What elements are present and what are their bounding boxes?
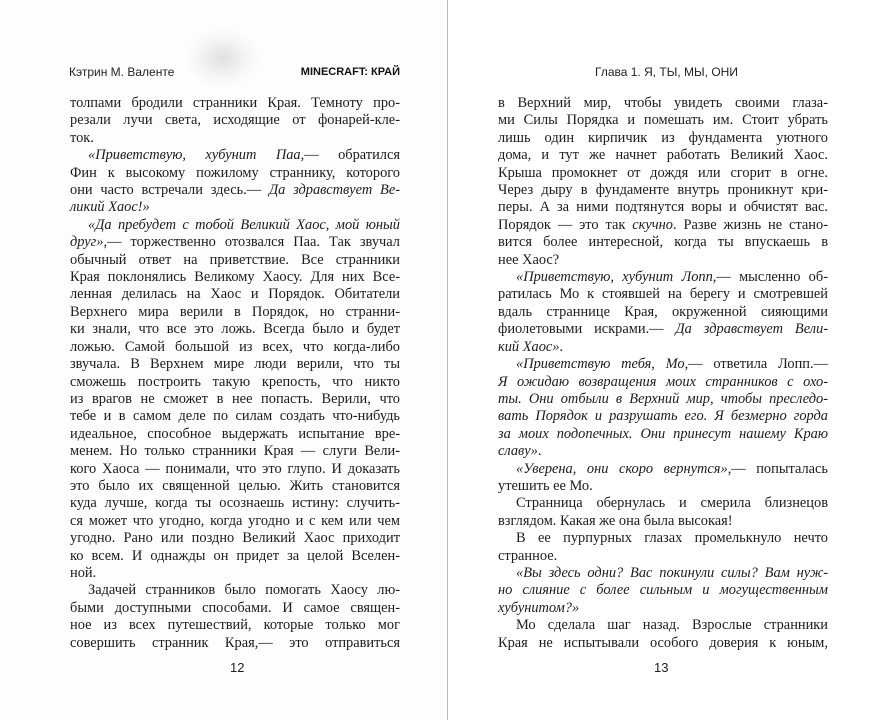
text-line [498, 548, 828, 565]
text-line [498, 391, 828, 408]
text-segment: В ее пурпурных глазах промелькнуло нечто [516, 530, 828, 547]
italic-text-segment: «Да пребудет с тобой Великий Хаос, мой юный [88, 216, 400, 233]
text-line [498, 199, 828, 216]
text-line [498, 426, 828, 443]
text-segment: ,— попыталась [727, 460, 828, 477]
text-segment: перы. А за ними подтянутся воры и обчистят вас. [498, 199, 828, 216]
text-segment: совершить странник Края,— это отправиться [70, 634, 400, 651]
text-segment: угодно. Рано или поздно Великий Хаос приходит [70, 530, 400, 547]
text-segment: взглядом. Какая же она была высокая! [498, 512, 733, 529]
text-segment: . [537, 443, 542, 460]
text-line [70, 548, 400, 565]
text-segment: Крыша промокнет от дождя или сгорит в огне. [498, 164, 828, 181]
text-segment: куда лучше, когда ты осознаешь истину: случить- [70, 495, 400, 512]
text-segment: вится более интересной, когда ты впускаешь в [498, 234, 828, 251]
text-segment: идеальное, способное выдержать испытание вре- [70, 425, 400, 442]
text-segment: — обратился [304, 147, 400, 164]
running-head-author: Кэтрин М. Валенте [69, 65, 175, 79]
text-segment: в Верхний мир, чтобы увидеть своими глаза- [498, 95, 828, 111]
text-line [70, 339, 400, 356]
text-line [70, 252, 400, 269]
text-line [70, 513, 400, 530]
text-segment: вдаль страннице Края, окруженной сияющими [498, 303, 828, 320]
text-line [70, 426, 400, 443]
right-page-body-text [498, 95, 828, 652]
text-segment: ки знали, что все это ложь. Всегда было и будет [70, 321, 400, 338]
italic-text-segment: кий Хаос» [498, 338, 560, 355]
text-line [70, 112, 400, 129]
text-segment: Порядок — это так [498, 216, 633, 233]
text-line [70, 582, 400, 599]
text-segment: менем. Но только странники Края — слуги Вели- [70, 443, 400, 460]
italic-text-segment: Да здравствует Ве- [268, 182, 400, 199]
text-line [70, 130, 400, 147]
text-line [498, 286, 828, 303]
text-segment: ное из всех путешествий, которые только мог [70, 617, 400, 634]
text-segment: Мо сделала шаг назад. Взрослые странники [516, 617, 828, 634]
text-segment: лишь один кирпичик из фундамента уютного [498, 129, 828, 146]
text-line [498, 600, 828, 617]
text-line [70, 617, 400, 634]
italic-text-segment: вать Порядок и разрушать его. Я безмерно горда [498, 408, 828, 425]
text-line [70, 391, 400, 408]
text-segment: ток. [70, 129, 94, 146]
text-line [498, 112, 828, 129]
text-line [70, 356, 400, 373]
text-line [70, 217, 400, 234]
text-segment: . Разве жизнь не стано- [672, 216, 828, 233]
text-line [70, 165, 400, 182]
text-line [70, 495, 400, 512]
text-line [70, 304, 400, 321]
text-segment: нее Хаос? [498, 251, 560, 268]
text-segment: из врагов не сможет в нее попасть. Верили, что [70, 390, 400, 407]
text-line [498, 617, 828, 634]
text-line [70, 461, 400, 478]
italic-text-segment: хубунитом?» [498, 599, 580, 616]
text-segment: ленная делилась на Хаос и Порядок. Обитатели [70, 286, 400, 303]
text-line [498, 304, 828, 321]
text-segment: ложью. Самой большой из всех, что когда-либо [70, 338, 400, 355]
page-number-left: 12 [230, 660, 245, 675]
text-line [498, 182, 828, 199]
text-segment: звучала. В Верхнем мире люди верили, что ты [70, 356, 400, 373]
text-line [498, 95, 828, 112]
text-segment: Странница обернулась и смерила близнецов [516, 495, 828, 512]
italic-text-segment: ликий Хаос!» [70, 199, 150, 216]
text-segment: это было их священной целью. Жить становится [70, 477, 400, 494]
text-segment: Края не испытывали особого доверия к юным, [498, 634, 828, 651]
text-line [498, 252, 828, 269]
italic-text-segment: «Вы здесь одни? Вас покинули силы? Вам нуж- [516, 564, 828, 581]
page-number-right: 13 [654, 660, 669, 675]
text-segment: толпами бродили странники Края. Темноту про- [70, 95, 400, 111]
text-line [70, 199, 400, 216]
text-line [70, 269, 400, 286]
text-line [70, 95, 400, 112]
italic-text-segment: за моих подопечных. Они принесут нашему Краю [498, 425, 828, 442]
text-line [498, 530, 828, 547]
text-line [498, 495, 828, 512]
text-line [70, 147, 400, 164]
text-line [498, 565, 828, 582]
text-line [70, 530, 400, 547]
text-segment: ной. [70, 564, 97, 581]
text-line [70, 321, 400, 338]
text-segment: резали лучи света, исходящие от фонарей-кле- [70, 112, 400, 129]
text-line [498, 217, 828, 234]
text-segment: ми Силы Порядка и помешать им. Стоит убрать [498, 112, 828, 129]
text-line [498, 269, 828, 286]
text-line [498, 408, 828, 425]
italic-text-segment: Да здравствует Вели- [675, 321, 828, 338]
italic-text-segment: Я ожидаю возвращения моих странников с охо- [498, 373, 828, 390]
text-segment: быми доступными способами. И самое священ- [70, 599, 400, 616]
text-line [498, 374, 828, 391]
text-line [498, 513, 828, 530]
text-segment: Края поклонялись Великому Хаосу. Для них Все- [70, 269, 400, 286]
text-segment: они часто встречали здесь.— [70, 182, 269, 199]
text-line [498, 130, 828, 147]
scan-smudge [185, 28, 260, 88]
text-line [498, 478, 828, 495]
italic-text-segment: «Приветствую тебя, Мо, [516, 356, 689, 373]
text-line [70, 182, 400, 199]
text-segment: сможешь построить такую крепость, что никто [70, 373, 400, 390]
text-line [498, 339, 828, 356]
left-page [0, 0, 447, 720]
italic-text-segment: но слияние с более сильным и могущественным [498, 582, 828, 599]
text-segment: тебе и в самом деле по силам создать что-нибудь [70, 408, 400, 425]
text-segment: утешить ее Мо. [498, 477, 593, 494]
italic-text-segment: скучно [632, 216, 673, 233]
text-line [70, 408, 400, 425]
text-segment: — мысленно об- [716, 269, 828, 286]
series-logo: MINECRAFT: КРАЙ [300, 66, 400, 78]
text-line [498, 461, 828, 478]
text-line [70, 565, 400, 582]
right-page [448, 0, 895, 720]
text-line [498, 443, 828, 460]
text-segment: Фин к высокому пожилому страннику, которого [70, 164, 400, 181]
running-head-chapter: Глава 1. Я, ТЫ, МЫ, ОНИ [595, 65, 738, 79]
text-line [498, 356, 828, 373]
text-segment: странное. [498, 547, 558, 564]
text-line [70, 600, 400, 617]
text-line [498, 582, 828, 599]
italic-text-segment: «Приветствую, хубунит Паа, [88, 147, 305, 164]
italic-text-segment: ты. Они отбыли в Верхний мир, чтобы преследо- [498, 390, 828, 407]
text-segment: обычный ответ на приветствие. Все странники [70, 251, 400, 268]
text-line [498, 165, 828, 182]
text-line [70, 374, 400, 391]
text-line [70, 234, 400, 251]
italic-text-segment: друг» [70, 234, 104, 251]
text-line [498, 147, 828, 164]
text-segment: ,— торжественно отозвался Паа. Так звучал [103, 234, 400, 251]
text-line [70, 286, 400, 303]
text-line [498, 234, 828, 251]
text-segment: дома, и тут же начнет работать Великий Хаос. [498, 147, 828, 164]
italic-text-segment: «Уверена, они скоро вернутся» [516, 460, 728, 477]
text-line [70, 478, 400, 495]
text-segment: кого Хаоса — понимали, что это глупо. И доказать [70, 460, 400, 477]
text-segment: Через дыру в фундаменте внутрь проникнут кри- [498, 182, 828, 199]
text-segment: Верхнего мира верили в Порядок, но странни- [70, 303, 400, 320]
text-segment: . [559, 338, 564, 355]
text-line [70, 443, 400, 460]
text-segment: Задачей странников было помогать Хаосу лю- [88, 582, 400, 599]
italic-text-segment: славу» [498, 443, 538, 460]
text-segment: ко всем. И однажды он придет за целой Вселен- [70, 547, 400, 564]
text-segment: ратилась Мо к стоявшей на берегу и смотревшей [498, 286, 828, 303]
text-line [498, 321, 828, 338]
text-segment: — ответила Лопп.— [688, 356, 828, 373]
italic-text-segment: «Приветствую, хубунит Лопп, [516, 269, 717, 286]
text-line [498, 635, 828, 652]
text-line [70, 635, 400, 652]
text-segment: ся может что угодно, когда угодно и с кем или чем [70, 512, 400, 529]
text-segment: фиолетовыми искрами.— [498, 321, 676, 338]
left-page-body-text [70, 95, 400, 652]
